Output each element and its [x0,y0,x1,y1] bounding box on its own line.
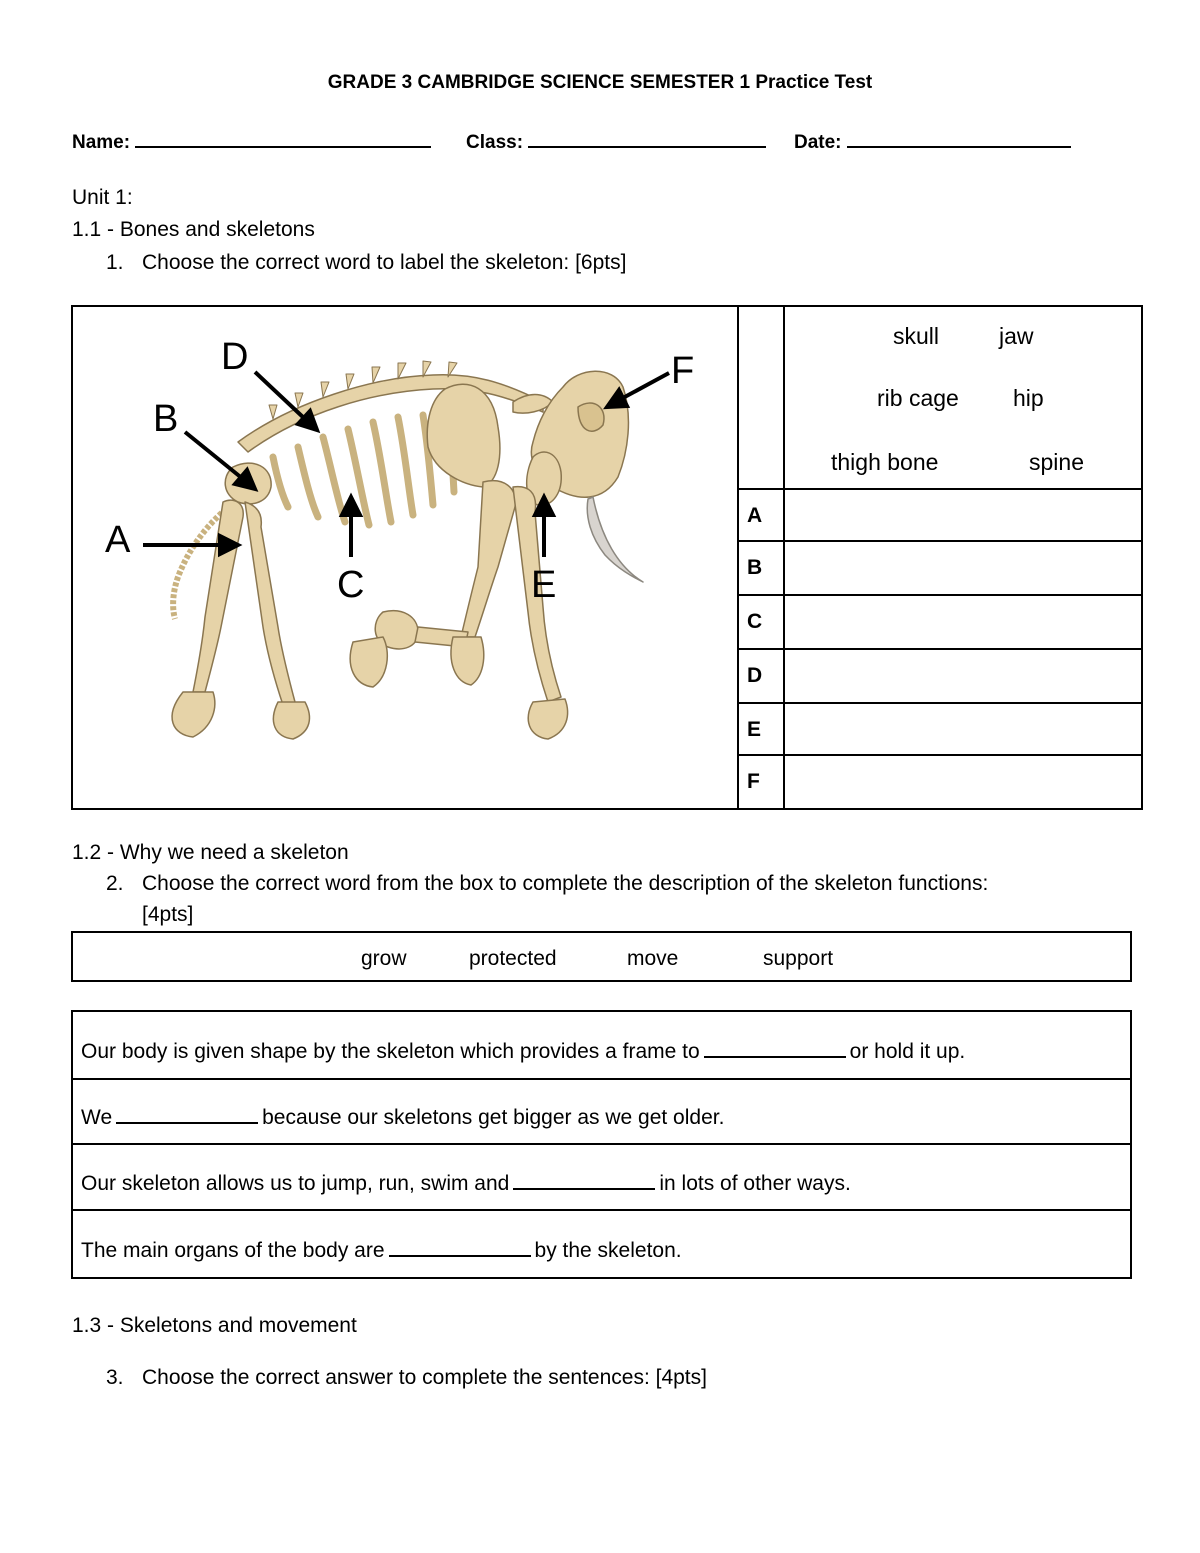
row-letter: F [747,770,760,793]
row-letter: B [747,556,763,579]
diagram-label-f: F [671,350,695,392]
class-line [528,130,766,148]
diagram-label-c: C [337,564,365,606]
section-1-2-heading: 1.2 - Why we need a skeleton [72,841,349,864]
answer-blank[interactable] [389,1239,531,1257]
section-1-3-heading: 1.3 - Skeletons and movement [72,1314,357,1337]
sentence-text: Our skeleton allows us to jump, run, swim and [81,1172,510,1195]
row-letter: D [747,664,763,687]
sentence-text: or hold it up. [849,1040,966,1063]
name-line [135,130,431,148]
unit-heading: Unit 1: [72,186,133,209]
class-label: Class: [466,132,524,153]
row-letter: C [747,610,763,633]
skeleton-diagram-cell [73,307,739,808]
word-bank-item: protected [469,947,557,970]
question-3-text: Choose the correct answer to complete the sentences: [4pts] [142,1366,707,1389]
sentence-text: by the skeleton. [534,1239,682,1262]
page-title: GRADE 3 CAMBRIDGE SCIENCE SEMESTER 1 Practice Test [327,72,873,93]
sentence-text: The main organs of the body are [81,1239,385,1262]
diagram-label-b: B [153,398,179,440]
sentence-row [73,1145,1130,1211]
diagram-label-e: E [531,564,557,606]
answer-blank[interactable] [704,1040,846,1058]
row-letter: A [747,504,763,527]
question-3-number: 3. [106,1366,124,1389]
answer-blank[interactable] [513,1172,655,1190]
question-1-number: 1. [106,251,124,274]
sentence-row [73,1080,1130,1145]
label-row-b[interactable] [737,540,1141,594]
question-2-text: Choose the correct word from the box to complete the description of the skeleton functions: [142,872,989,895]
diagram-label-d: D [221,336,249,378]
sentence-text: We [81,1106,113,1129]
date-line [847,130,1071,148]
name-label: Name: [72,132,131,153]
diagram-label-a: A [105,519,131,561]
word-bank-item: rib cage [877,385,959,411]
word-bank-item: grow [361,947,407,970]
word-bank-functions [71,931,1132,982]
word-bank-item: support [763,947,834,970]
date-field[interactable] [794,130,1071,154]
question-2 [106,872,1106,932]
label-row-e[interactable] [737,702,1141,756]
label-row-d[interactable] [737,648,1141,702]
sentence-text: in lots of other ways. [659,1172,851,1195]
question-2-points: [4pts] [142,903,194,926]
question-1-text: Choose the correct word to label the skeleton: [6pts] [142,251,627,274]
date-label: Date: [794,132,842,153]
word-bank-item: move [627,947,679,970]
question-2-number: 2. [106,872,124,895]
skeleton-label-table [71,305,1143,810]
word-bank-item: thigh bone [831,449,939,475]
row-letter: E [747,718,762,741]
label-row-f[interactable] [737,754,1141,810]
sentence-table [71,1010,1132,1279]
name-field[interactable] [72,130,431,154]
word-bank-item: skull [893,323,940,349]
answer-blank[interactable] [116,1106,258,1124]
class-field[interactable] [466,130,766,154]
word-bank-skeleton [785,307,1141,488]
sentence-row [73,1012,1130,1080]
sentence-text: because our skeletons get bigger as we get older. [262,1106,725,1129]
label-row-c[interactable] [737,594,1141,648]
word-bank-item: hip [1013,385,1044,411]
section-1-1-heading: 1.1 - Bones and skeletons [72,218,315,241]
label-row-a[interactable] [737,488,1141,542]
word-bank-item: spine [1029,449,1084,475]
elephant-skeleton-diagram [73,307,737,808]
word-bank-item: jaw [999,323,1034,349]
sentence-row [73,1211,1130,1277]
sentence-text: Our body is given shape by the skeleton which provides a frame to [81,1040,700,1063]
